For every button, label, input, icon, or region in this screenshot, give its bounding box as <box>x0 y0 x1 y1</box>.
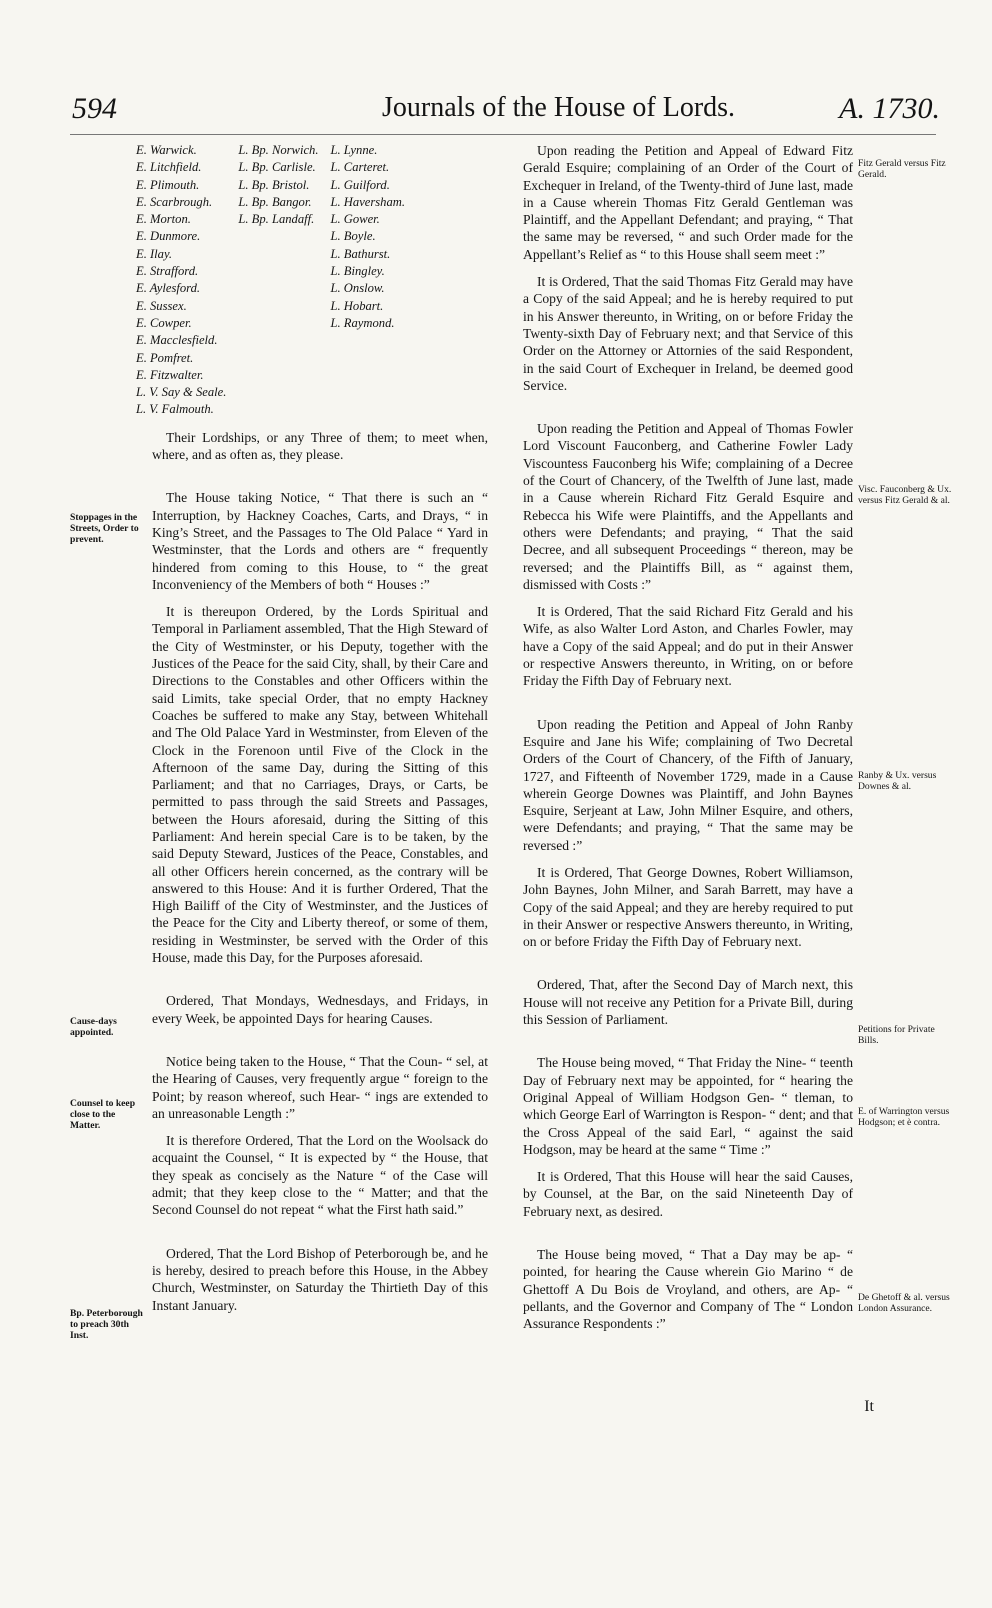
preach-order-paragraph: Ordered, That the Lord Bishop of Peterborough be, and he is hereby, desired to preach before this House, in the Abbey Church, Westminster, on Saturday the Thirtieth Day of this Instant January. <box>152 1245 488 1313</box>
committee-meeting-paragraph: Their Lordships, or any Three of them; to meet when, where, and as often as, they please. <box>152 429 488 463</box>
peer-name: E. Dunmore. <box>136 229 201 244</box>
peer-name: E. Sussex. <box>136 298 187 313</box>
margin-note-stoppages: Stoppages in the Streets, Order to prevent. <box>70 512 139 545</box>
hodgson-motion-paragraph: The House being moved, “ That Friday the Nine- “ teenth Day of February next may be appointed, for “ hearing the Original Appeal of William Hodgson Gen- “ tleman, to which George Earl of Warrington is Respon- “ dent; and that the Cross Appeal of the said Earl, “ against the said Hodgson, may be heard at the same “ Time :” <box>523 1055 853 1157</box>
margin-note-ranby: Ranby & Ux. versus Downes & al. <box>858 770 937 792</box>
peer-name: E. Morton. <box>136 212 191 227</box>
peer-name: E. Strafford. <box>136 264 199 279</box>
margin-note-cause-days: Cause-days appointed. <box>70 1016 117 1038</box>
peer-name: E. Fitzwalter. <box>136 367 204 382</box>
peers-col-1 <box>136 142 226 419</box>
ranby-appeal-paragraph: Upon reading the Petition and Appeal of John Ranby Esquire and Jane his Wife; complaining of Two Decretal Orders of the Court of Chancery, of the Fifth of January, 1727, and Fifteenth of November 1729, made in a Cause wherein George Downes was Plaintiff, and John Baynes Esquire, Serjeant at Law, John Milner Esquire, and others, were Defendants; and praying, “ That the same may be reversed :” <box>523 716 853 853</box>
peer-name: E. Pomfret. <box>136 350 194 365</box>
fauconberg-order-paragraph: It is Ordered, That the said Richard Fitz Gerald and his Wife, as also Walter Lord Aston, and Charles Fowler, may have a Copy of the said Appeal; and do put in their Answer or respective Answers thereunto, in Writing, on or before Friday the Fifth Day of February next. <box>523 604 853 689</box>
left-column <box>136 142 488 1314</box>
peers-list <box>136 142 488 419</box>
catchword: It <box>864 1398 874 1415</box>
peer-name: L. Carteret. <box>330 160 390 175</box>
stoppages-notice-paragraph: The House taking Notice, “ That there is such an “ Interruption, by Hackney Coaches, Carts, and Drays, “ in King’s Street, and the Passages to The Old Palace “ Yard in Westminster, that the Lords and others are “ frequently hindered from coming to this House, to “ the great Inconveniency of the Members of both “ Houses :” <box>152 490 488 592</box>
peer-name: E. Aylesford. <box>136 281 201 296</box>
margin-note-preach: Bp. Peterborough to preach 30th Inst. <box>70 1308 143 1341</box>
peers-col-2 <box>238 142 318 419</box>
peer-name: L. Bathurst. <box>330 246 391 261</box>
page-year: A. 1730. <box>839 92 940 125</box>
page-number: 594 <box>72 92 117 125</box>
peers-col-3 <box>331 142 406 419</box>
ghetoff-motion-paragraph: The House being moved, “ That a Day may be ap- “ pointed, for hearing the Cause wherein Gio Marino “ de Ghettoff A Du Bois de Vroyland, and others, are Ap- “ pellants, and the Governor and Company of The “ London Assurance Respondents :” <box>523 1247 853 1332</box>
private-bills-order-paragraph: Ordered, That, after the Second Day of March next, this House will not receive any Petition for a Private Bill, during this Session of Parliament. <box>523 977 853 1028</box>
right-column <box>523 142 853 1333</box>
peer-name: L. Bp. Bangor. <box>238 194 312 209</box>
peer-name: E. Ilay. <box>136 246 173 261</box>
peer-name: L. Hobart. <box>330 298 384 313</box>
peer-name: L. V. Say & Seale. <box>136 385 227 400</box>
fitzgerald-order-paragraph: It is Ordered, That the said Thomas Fitz Gerald may have a Copy of the said Appeal; and he is hereby required to put in his Answer thereunto, in Writing, on or before Friday the Twenty-sixth Day of February next; and that Service of this Order on the Attorney or Attornies of the said Respondent, in the said Court of Exchequer in Ireland, be deemed good Service. <box>523 274 853 393</box>
peer-name: E. Warwick. <box>136 143 197 157</box>
peer-name: L. Gower. <box>330 212 380 227</box>
peer-name: E. Scarbrough. <box>136 194 213 209</box>
peer-name: L. Onslow. <box>330 281 385 296</box>
hodgson-order-paragraph: It is Ordered, That this House will hear the said Causes, by Counsel, at the Bar, on the said Nineteenth Day of February next, as desired. <box>523 1169 853 1219</box>
margin-note-fitzgerald: Fitz Gerald versus Fitz Gerald. <box>858 158 946 180</box>
peer-name: L. Bp. Carlisle. <box>238 160 316 175</box>
cause-days-order-paragraph: Ordered, That Mondays, Wednesdays, and Fridays, in every Week, be appointed Days for hearing Causes. <box>152 993 488 1026</box>
peer-name: L. Haversham. <box>330 194 406 209</box>
peer-name: E. Plimouth. <box>136 177 200 192</box>
margin-note-hodgson: E. of Warrington versus Hodgson; et è contra. <box>858 1106 950 1128</box>
page-title: Journals of the House of Lords. <box>382 92 736 123</box>
fitzgerald-appeal-paragraph: Upon reading the Petition and Appeal of Edward Fitz Gerald Esquire; complaining of an Order of the Court of Exchequer in Ireland, of the Twenty-third of June last, made in a Cause wherein Thomas Fitz Gerald Gentleman was Plaintiff, and the Appellant Defendant; and praying, “ That the same may be reversed, “ and such Order made for the Appellant’s Relief as “ to this House shall seem meet :” <box>523 143 853 262</box>
peer-name: L. Bingley. <box>330 264 385 279</box>
margin-note-fauconberg: Visc. Fauconberg & Ux. versus Fitz Gerald & al. <box>858 484 952 506</box>
counsel-order-paragraph: It is therefore Ordered, That the Lord on the Woolsack do acquaint the Counsel, “ It is expected by “ the House, that they speak as concisely as the Nature “ of the Case will admit; that they keep close to the “ Matter; and that the Second Counsel do not repeat “ what the First hath said.” <box>152 1133 488 1218</box>
ranby-order-paragraph: It is Ordered, That George Downes, Robert Williamson, John Baynes, John Milner, and Sarah Barrett, may have a Copy of the said Appeal; and they are hereby required to put in their Answer or respective Answers thereunto, in Writing, on or before Friday the Fifth Day of February next. <box>523 864 853 950</box>
page-header <box>60 92 940 136</box>
margin-note-private-bills: Petitions for Private Bills. <box>858 1024 935 1046</box>
peer-name: E. Litchfield. <box>136 160 202 175</box>
margin-note-counsel: Counsel to keep close to the Matter. <box>70 1098 136 1131</box>
fauconberg-appeal-paragraph: Upon reading the Petition and Appeal of Thomas Fowler Lord Viscount Fauconberg, and Catherine Fowler Lady Viscountess Fauconberg his Wife; complaining of a Decree of the Court of Chancery, of the Twelfth of June last, made in a Cause wherein Richard Fitz Gerald Esquire and Rebecca his Wife were Plaintiffs, and the Appellants and others were Defendants; and praying, “ That the said Decree, and all subsequent Proceedings “ thereon, may be reversed; and the Plaintiffs Bill, as “ against them, dismissed with Costs :” <box>523 421 853 592</box>
margin-note-ghetoff: De Ghetoff & al. versus London Assurance. <box>858 1292 950 1314</box>
stoppages-order-paragraph: It is thereupon Ordered, by the Lords Spiritual and Temporal in Parliament assembled, That the High Steward of the City of Westminster, or his Deputy, together with the Justices of the Peace for the said City, shall, by their Care and Directions to the Constables and other Officers within the said Limits, take special Order, that no empty Hackney Coaches be suffered to make any Stay, between Whitehall and The Old Palace Yard in Westminster, from Eleven of the Clock in the Forenoon until Five of the Clock in the Afternoon of the same Day, during the Sitting of this Parliament; and that no Carriages, Drays, or Carts, be permitted to pass through the said Streets and Passages, between the Hours aforesaid, during the Sitting of this Parliament: And herein special Care is to be taken, by the said Deputy Steward, Justices of the Peace, Constables, and all other Officers herein concerned, as the contrary will be answered to this House: And it is further Ordered, That the High Bailiff of the City of Westminster, and the Justices of the Peace for the City and Liberty thereof, or some of them, residing in Westminster, be served with the Order of this House, made this Day, for the Purposes aforesaid. <box>152 604 488 966</box>
peer-name: L. Raymond. <box>330 315 395 330</box>
peer-name: L. V. Falmouth. <box>136 402 214 417</box>
peer-name: L. Bp. Bristol. <box>238 177 310 192</box>
peer-name: E. Cowper. <box>136 315 192 330</box>
peer-name: L. Guilford. <box>330 177 390 192</box>
peer-name: L. Lynne. <box>330 143 378 157</box>
header-rule <box>70 134 936 135</box>
counsel-notice-paragraph: Notice being taken to the House, “ That the Coun- “ sel, at the Hearing of Causes, very frequently argue “ foreign to the Point; by reason whereof, such Hear- “ ings are extended to an unreasonable Length :” <box>152 1053 488 1121</box>
peer-name: L. Bp. Norwich. <box>238 143 319 157</box>
peer-name: E. Macclesfield. <box>136 333 218 348</box>
peer-name: L. Bp. Landaff. <box>238 212 315 227</box>
peer-name: L. Boyle. <box>330 229 376 244</box>
